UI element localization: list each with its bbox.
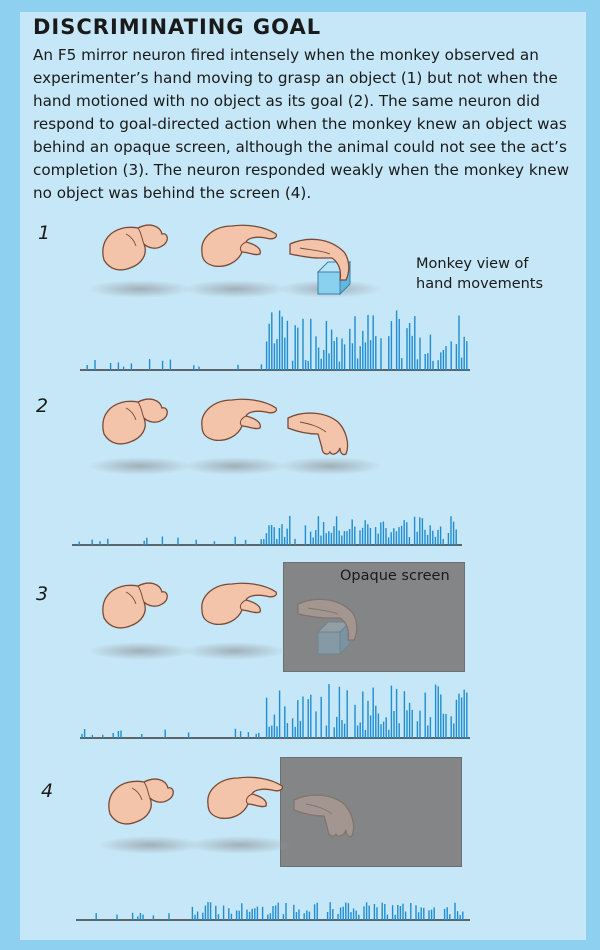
figure-title: DISCRIMINATING GOAL [33,15,322,39]
spike-train-2 [72,516,462,545]
hand-icon [103,399,167,444]
hand-icon [202,583,277,624]
panel-number-2: 2 [36,395,49,417]
cube-icon [318,622,350,654]
hand-icon [103,583,167,628]
hand-icon [294,795,354,836]
monkey-view-label: Monkey view of hand movements [416,256,544,292]
opaque-screen-label: Opaque screen [340,568,450,584]
spike-train-1 [80,311,470,371]
panel-number-1: 1 [38,222,51,244]
figure-caption: An F5 mirror neuron fired intensely when the monkey observed an experimenter’s hand moving to grasp an object (1) but not when the hand motioned with no object as its goal (2). The same neuron did respond to goal-directed action when the monkey knew an object was behind an opaque screen, although the animal could not see the act’s completion (3). The neuron responded weakly when the monkey knew no object was behind the screen (4). [33,46,570,202]
hand-icon [202,225,277,266]
row-3-illustration [88,583,357,660]
row-2-illustration [88,399,382,475]
hand-icon [103,225,167,270]
panel-number-3: 3 [36,583,49,605]
row-1-illustration [88,225,382,298]
spike-train-3 [80,684,470,738]
spike-train-4 [76,902,470,920]
hand-icon [288,413,348,454]
hand-icon [208,777,283,818]
hand-icon [202,399,277,440]
row-4-illustration [98,777,354,854]
hand-icon [109,779,173,824]
panel-number-4: 4 [41,780,54,802]
